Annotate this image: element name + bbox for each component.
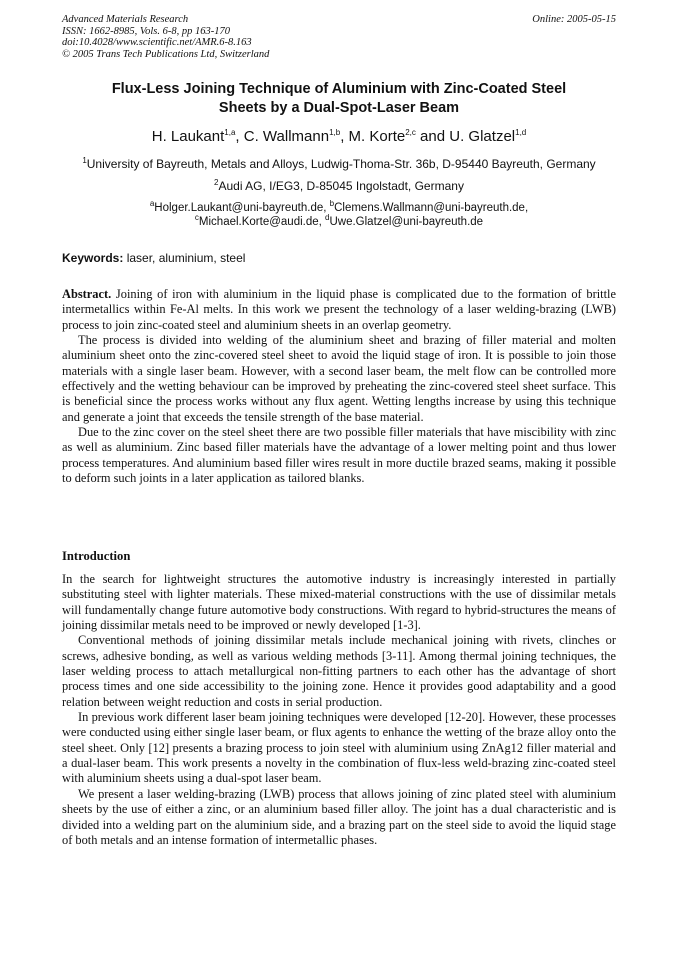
author-sup: 1,d [515,128,527,137]
affiliation-text: University of Bayreuth, Metals and Alloys, Ludwig-Thoma-Str. 36b, D-95440 Bayreuth, Germany [86,157,596,171]
abstract-paragraph-3: Due to the zinc cover on the steel sheet there are two possible filler materials that have miscibility with zinc as well as aluminium. Zinc based filler materials have the advantage of a lower melting point and thus lower process temperatures. And aluminium based filler wires result in more ductile brazed seams, making it possible to deform such joints in a later application as tailored blanks. [62,425,616,486]
introduction-body [62,572,616,848]
affiliation-text: Audi AG, I/EG3, D-85045 Ingolstadt, Germany [218,179,464,193]
author-separator: , [235,128,244,145]
issn-line: ISSN: 1662-8985, Vols. 6-8, pp 163-170 [62,25,230,37]
author-separator: and [415,128,450,145]
keywords [62,251,616,265]
affiliation-1 [50,157,628,171]
journal-name: Advanced Materials Research [62,14,189,25]
intro-paragraph-1: In the search for lightweight structures the automotive industry is increasingly interested in partially substituting steel with lighter materials. These mixed-material constructions with the use of dissimilar metals will fundamentally change future automotive body constructions. With regard to hybrid-structures the means of joining dissimilar metals need to be improved or newly developed [1-3]. [62,572,616,633]
abstract [62,287,616,486]
intro-paragraph-3: In previous work different laser beam joining techniques were developed [12-20]. However, these processes were conducted using either single laser beam, or flux agents to enhance the wetting of the braze alloy onto the steel sheet. Only [12] presents a brazing process to join steel with aluminium using ZnAg12 filler material and a dual-laser beam. This work presents a novelty in the combination of flux-less weld-brazing zinc-coated steel with aluminium sheets using a dual-spot laser beam. [62,710,616,786]
email-block: $^a$Holger.Laukant@uni-bayreuth.de, $^b$Clemens.Wallmann@uni-bayreuth.de, $^c$Michael.Korte@audi.de, $^d$Uwe.Glatzel@uni-bayreuth.de [149,199,529,228]
title-line-2: Sheets by a Dual-Spot-Laser Beam [218,100,460,116]
intro-paragraph-4: We present a laser welding-brazing (LWB) process that allows joining of zinc plated steel with aluminium sheets by the use of either a zinc, or an aluminium based filler alloy. The joint has a dual characteristic and is divided into a welding part on the aluminium side, and a brazing part on the steel side to avoid the liquid stage of both metals and an intense formation of intermetallic phases. [62,786,616,847]
keywords-label: Keywords: [62,251,124,265]
intro-paragraph-2: Conventional methods of joining dissimilar metals include mechanical joining with rivets, clinches or screws, adhesive bonding, as well as various welding methods [3-11]. Among thermal joining techniques, the laser welding process to attach metallurgical non-fitting partners to each other has the advantage of short process times and one side accessibility to the joining zone. Hence it provides good adaptability and a good relation between weight reduction and costs in serial production. [62,633,616,709]
email-c[interactable]: Michael.Korte@audi.de, [198,216,326,228]
affiliation-sup: 1 [82,156,87,165]
author-name: C. Wallmann [243,128,330,145]
author-separator: , [340,128,349,145]
author-name: U. Glatzel [449,128,516,145]
author-name: M. Korte [348,128,406,145]
copyright-line: © 2005 Trans Tech Publications Ltd, Switzerland [62,48,270,60]
author-sup: 1,b [329,128,341,137]
journal-header [62,14,616,60]
affiliation-sup: 2 [214,178,219,187]
title-line-1: Flux-Less Joining Technique of Aluminium with Zinc-Coated Steel [111,81,567,97]
email-a[interactable]: Holger.Laukant@uni-bayreuth.de, [154,202,330,214]
paper-title [62,80,616,118]
author-sup: 1,a [224,128,236,137]
online-date: Online: 2005-05-15 [532,14,616,25]
doi-line: doi:10.4028/www.scientific.net/AMR.6-8.163 [62,37,252,48]
abstract-paragraph-1: Abstract. Joining of iron with aluminium in the liquid phase is complicated due to the formation of brittle intermetallics within Fe-Al melts. In this work we present the technology of a laser welding-brazing (LWB) process to join zinc-coated steel and aluminium sheets in an overlap geometry. [62,287,616,332]
author-name: H. Laukant [151,128,225,145]
keywords-text: laser, aluminium, steel [123,251,246,265]
affiliation-2 [50,179,628,193]
author-list [62,128,616,146]
email-d[interactable]: Uwe.Glatzel@uni-bayreuth.de [329,216,484,228]
email-b[interactable]: Clemens.Wallmann@uni-bayreuth.de, [334,202,529,214]
abstract-label: Abstract. [62,287,112,301]
section-heading-introduction: Introduction [62,549,131,563]
author-sup: 2,c [405,128,416,137]
abstract-paragraph-2: The process is divided into welding of the aluminium sheet and brazing of filler material and molten aluminium sheet onto the zinc-covered steel sheet to avoid the liquid stage of iron. It is possible to join those materials with a single laser beam. However, with a second laser beam, the melt flow can be controlled more effectively and the wetting behaviour can be improved by preheating the zinc-covered steel sheet surface. This is beneficial since the process works without any flux agent. Wetting lengths increase by using this technique and generate a joint that exceeds the tensile strength of the base material. [62,333,616,424]
